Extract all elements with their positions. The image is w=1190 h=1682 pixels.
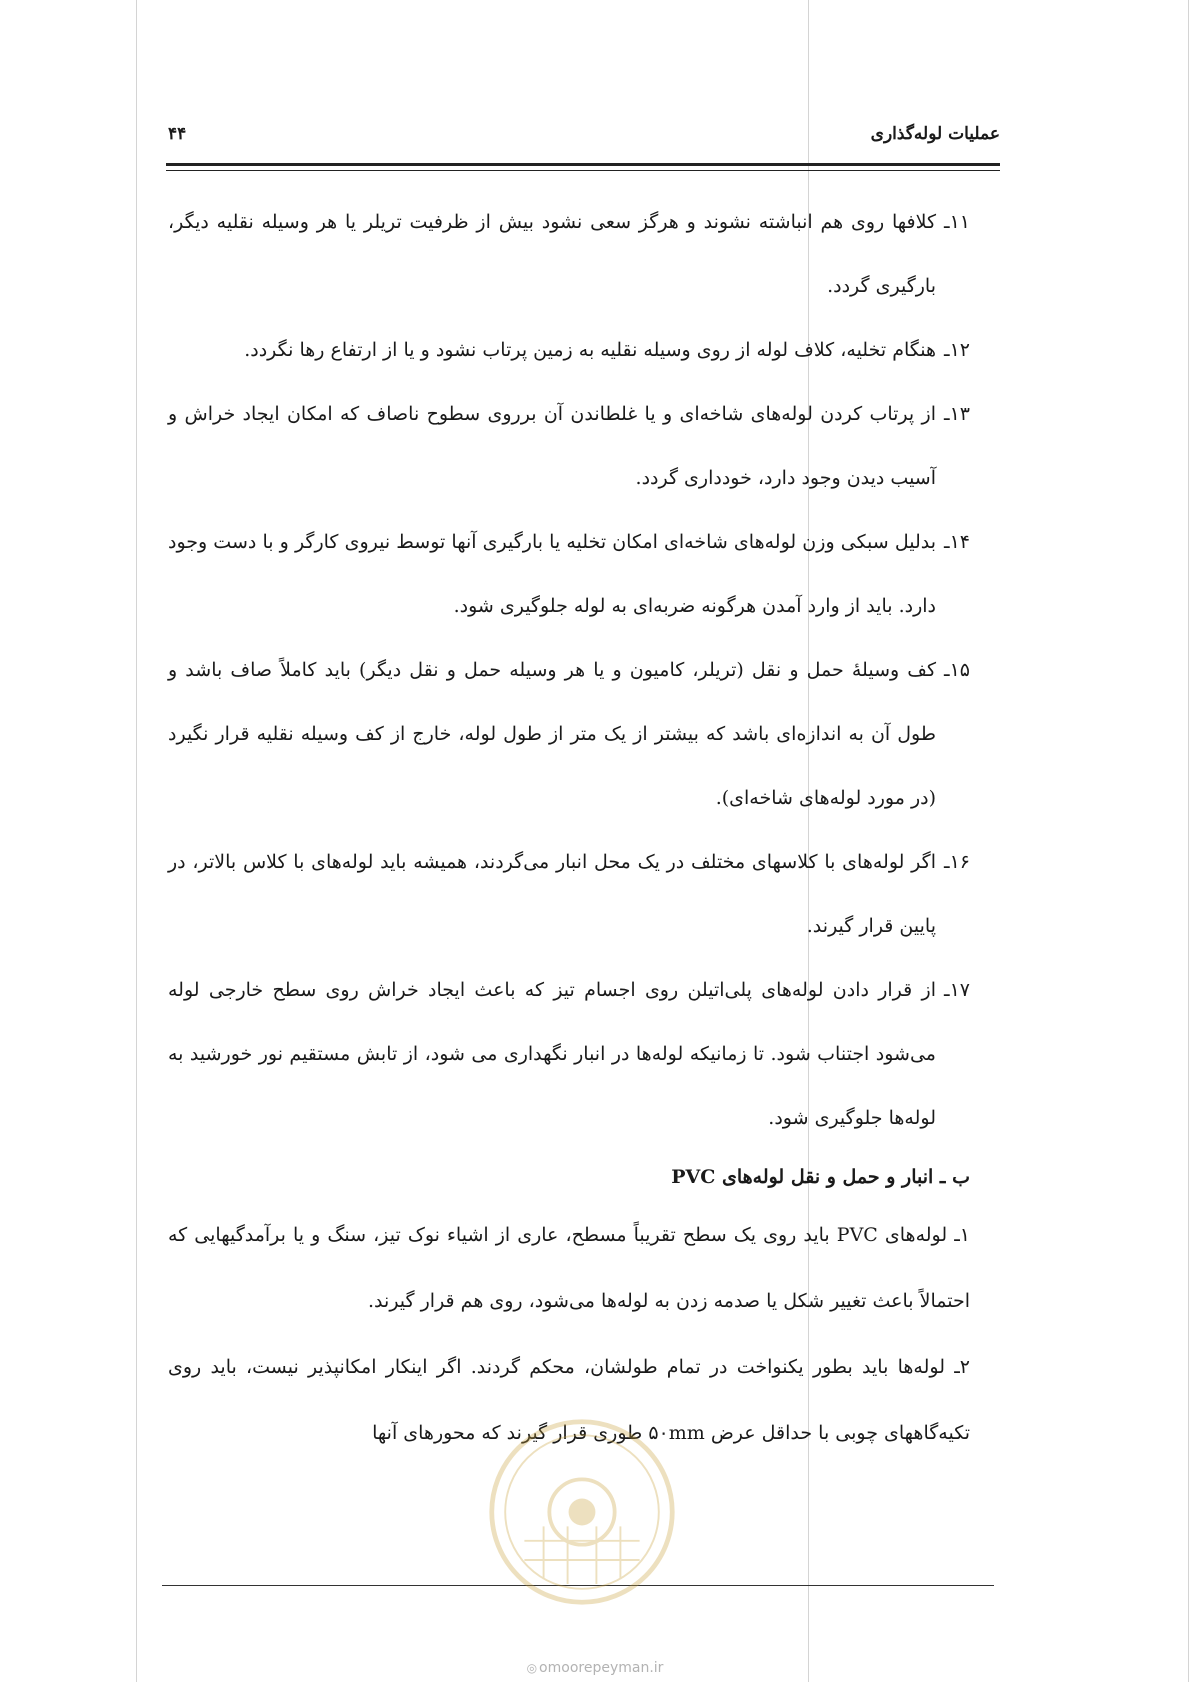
item-number: ۱۱ـ (944, 211, 970, 233)
page-body (168, 190, 970, 1466)
site-url-text: omoorepeyman.ir (539, 1660, 664, 1676)
globe-icon: ◎ (526, 1661, 538, 1675)
list-item (168, 318, 970, 382)
item-number: ۱۶ـ (944, 851, 970, 873)
page-header (168, 124, 1000, 152)
item-text: کلافها روی هم انباشته نشوند و هرگز سعی نشود بیش از ظرفیت تریلر یا هر وسیله نقلیه دیگر، بارگیری گردد. (168, 211, 936, 297)
item-text: کف وسیلهٔ حمل و نقل (تریلر، کامیون و یا هر وسیله حمل و نقل دیگر) باید کاملاً صاف باشد و طول آن به اندازه‌ای باشد که بیشتر از یک متر از طول لوله، خارج از کف وسیله نقلیه قرار نگیرد (در مورد لوله‌های شاخه‌ای). (168, 659, 936, 809)
item-text: از پرتاب کردن لوله‌های شاخه‌ای و یا غلطاندن آن برروی سطوح ناصاف که امکان ایجاد خراش و آسیب دیدن وجود دارد، خودداری گردد. (168, 403, 936, 489)
header-rule-thick (166, 163, 1000, 166)
item-text: اگر لوله‌های با کلاسهای مختلف در یک محل انبار می‌گردند، همیشه باید لوله‌های با کلاس بالاتر، در پایین قرار گیرند. (168, 851, 936, 937)
item-text: از قرار دادن لوله‌های پلی‌اتیلن روی اجسام تیز که باعث ایجاد خراش روی سطح خارجی لوله می‌شود اجتناب شود. تا زمانیکه لوله‌ها در انبار نگهداری می شود، از تابش مستقیم نور خورشید به لوله‌ها جلوگیری شود. (168, 979, 936, 1129)
scan-margin-line-left (136, 0, 137, 1682)
list-item (168, 830, 970, 958)
running-title: عملیات لوله‌گذاری (870, 124, 1000, 144)
section-heading: ب ـ انبار و حمل و نقل لوله‌های PVC (671, 1166, 970, 1188)
item-number: ۱۷ـ (944, 979, 970, 1001)
watermark-url (0, 1660, 1190, 1676)
list-item (168, 382, 970, 510)
page-number: ۴۴ (168, 124, 187, 144)
item-number: ۱۵ـ (944, 659, 970, 681)
item-text: هنگام تخلیه، کلاف لوله از روی وسیله نقلیه به زمین پرتاب نشود و یا از ارتفاع رها نگردد. (244, 339, 936, 361)
scan-margin-line-right (1188, 0, 1189, 1682)
pvc-list-item: ۲ـ لوله‌ها باید بطور یکنواخت در تمام طولشان، محکم گردند. اگر اینکار امکانپذیر نیست، باید روی تکیه‌گاههای چوبی با حداقل عرض ۵۰mm طوری قرار گیرند که محورهای آنها (168, 1356, 970, 1444)
item-number: ۱۴ـ (944, 531, 970, 553)
list-item (168, 958, 970, 1150)
item-number: ۱۲ـ (944, 339, 970, 361)
list-item (168, 638, 970, 830)
item-text: بدلیل سبکی وزن لوله‌های شاخه‌ای امکان تخلیه یا بارگیری آنها توسط نیروی کارگر و با دست وجود دارد. باید از وارد آمدن هرگونه ضربه‌ای به لوله جلوگیری شود. (168, 531, 936, 617)
list-item (168, 510, 970, 638)
list-item (168, 190, 970, 318)
pvc-list-item: ۱ـ لوله‌های PVC باید روی یک سطح تقریباً مسطح، عاری از اشیاء نوک تیز، سنگ و یا برآمدگیهایی که احتمالاً باعث تغییر شکل یا صدمه زدن به لوله‌ها می‌شود، روی هم قرار گیرند. (168, 1224, 971, 1312)
item-number: ۱۳ـ (944, 403, 970, 425)
watermark-stamp (486, 1416, 678, 1608)
header-rule-thin (166, 170, 1000, 171)
